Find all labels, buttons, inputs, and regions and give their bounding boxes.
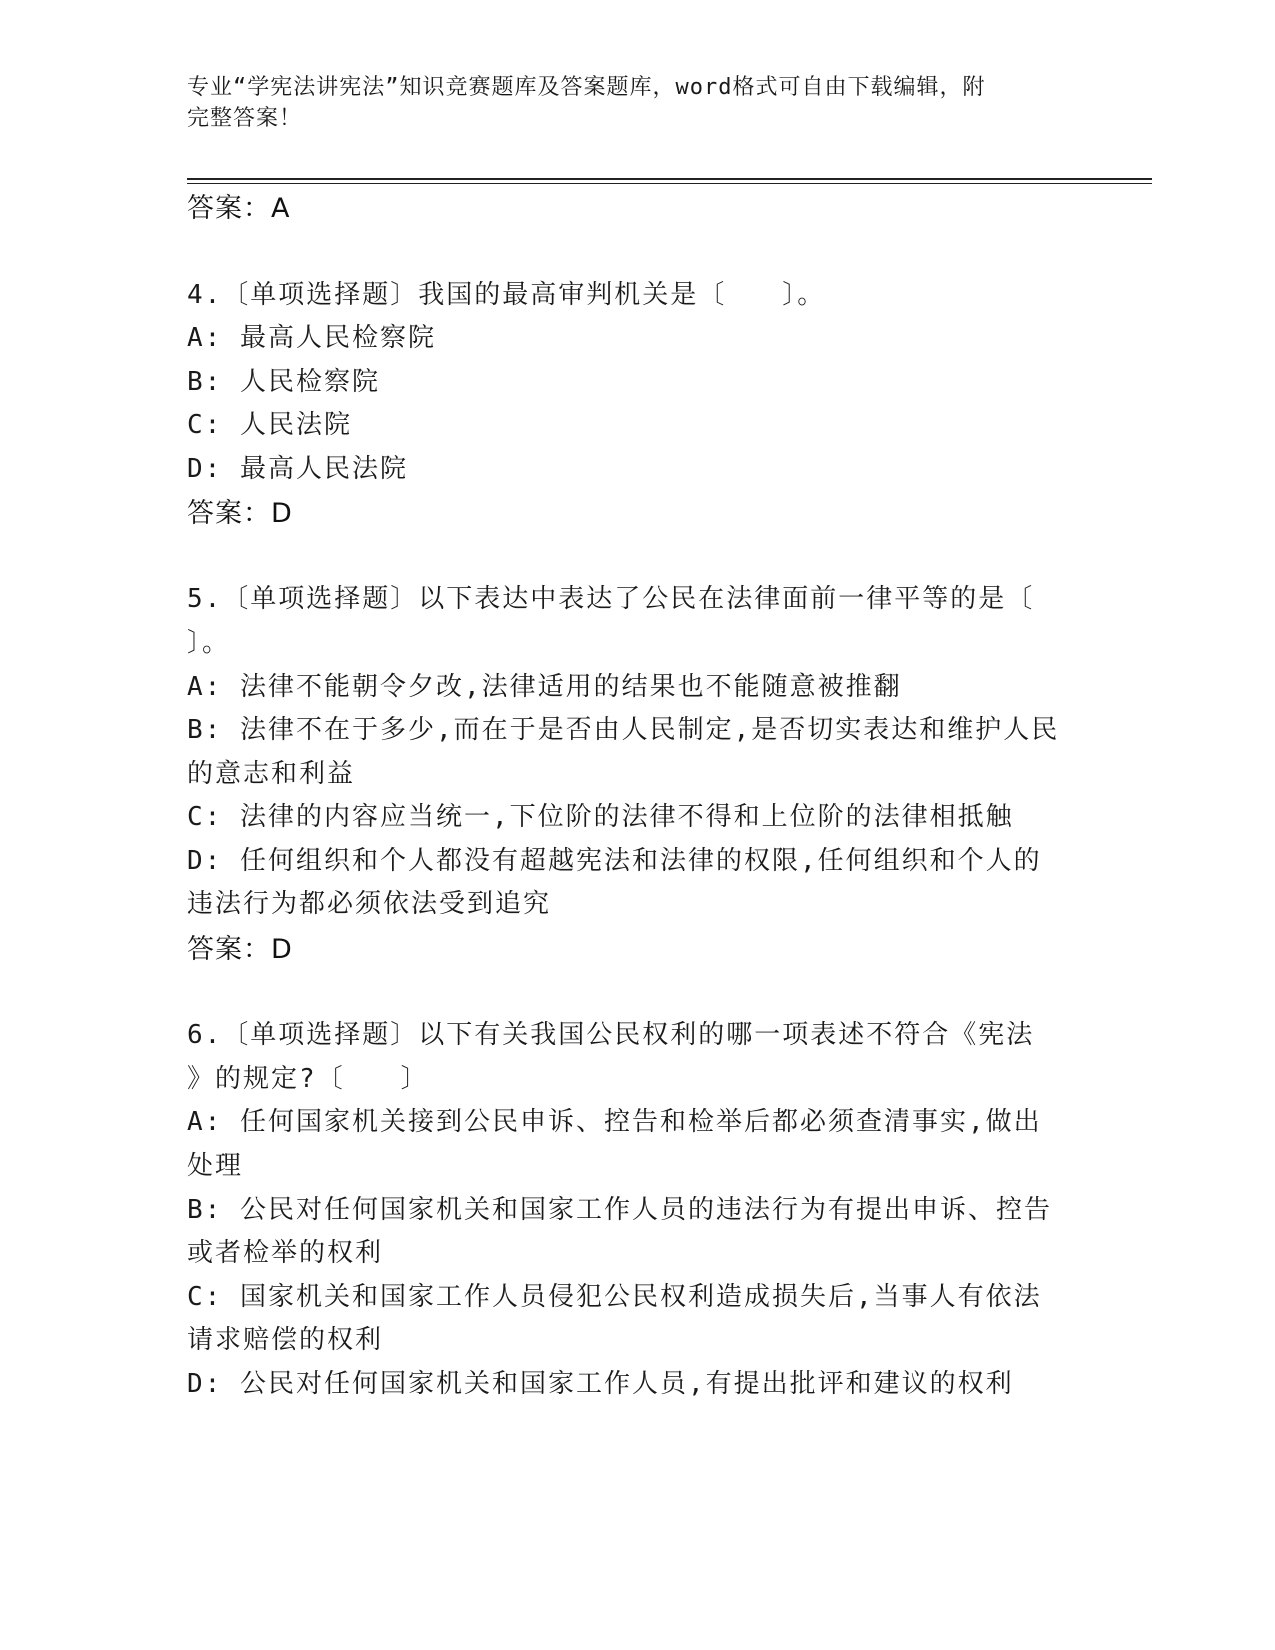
header-line-1: 专业“学宪法讲宪法”知识竞赛题库及答案题库，word格式可自由下载编辑，附	[187, 75, 986, 100]
question-4-option-d: D: 最高人民法院	[187, 454, 408, 484]
question-6-option-a-line-1: A: 任何国家机关接到公民申诉、控告和检举后都必须查清事实,做出	[187, 1107, 1042, 1137]
question-4-option-a: A: 最高人民检察院	[187, 323, 436, 353]
question-5-option-b-line-2: 的意志和利益	[187, 759, 356, 789]
question-6-option-b-line-1: B: 公民对任何国家机关和国家工作人员的违法行为有提出申诉、控告	[187, 1195, 1052, 1225]
header-divider-thin	[187, 183, 1152, 184]
question-6-option-d: D: 公民对任何国家机关和国家工作人员,有提出批评和建议的权利	[187, 1369, 1014, 1399]
answer-q3: 答案：A	[187, 193, 291, 224]
header-line-2: 完整答案！	[187, 106, 303, 131]
answer-q4: 答案：D	[187, 498, 293, 529]
question-6-stem-line-1: 6.〔单项选择题〕以下有关我国公民权利的哪一项表述不符合《宪法	[187, 1020, 1035, 1050]
question-5-option-c: C: 法律的内容应当统一,下位阶的法律不得和上位阶的法律相抵触	[187, 802, 1014, 832]
header-divider-thick	[187, 178, 1152, 180]
question-6-option-c-line-1: C: 国家机关和国家工作人员侵犯公民权利造成损失后,当事人有依法	[187, 1282, 1042, 1312]
answer-q5: 答案：D	[187, 934, 293, 965]
question-4-option-c: C: 人民法院	[187, 410, 352, 440]
question-6-option-a-line-2: 处理	[187, 1151, 244, 1181]
question-5-option-d-line-2: 违法行为都必须依法受到追究	[187, 889, 552, 919]
document-header	[187, 72, 1067, 134]
question-6-stem-line-2: 》的规定?〔 〕	[187, 1064, 429, 1094]
question-4-option-b: B: 人民检察院	[187, 367, 380, 397]
question-5-option-b-line-1: B: 法律不在于多少,而在于是否由人民制定,是否切实表达和维护人民	[187, 715, 1060, 745]
question-5-stem-line-1: 5.〔单项选择题〕以下表达中表达了公民在法律面前一律平等的是〔	[187, 584, 1035, 614]
question-6-option-b-line-2: 或者检举的权利	[187, 1238, 384, 1268]
question-5-stem-line-2: 〕。	[187, 628, 231, 658]
question-6-option-c-line-2: 请求赔偿的权利	[187, 1325, 384, 1355]
question-4-stem: 4.〔单项选择题〕我国的最高审判机关是〔 〕。	[187, 280, 826, 310]
question-5-option-d-line-1: D: 任何组织和个人都没有超越宪法和法律的权限,任何组织和个人的	[187, 846, 1042, 876]
question-5-option-a: A: 法律不能朝令夕改,法律适用的结果也不能随意被推翻	[187, 672, 902, 702]
